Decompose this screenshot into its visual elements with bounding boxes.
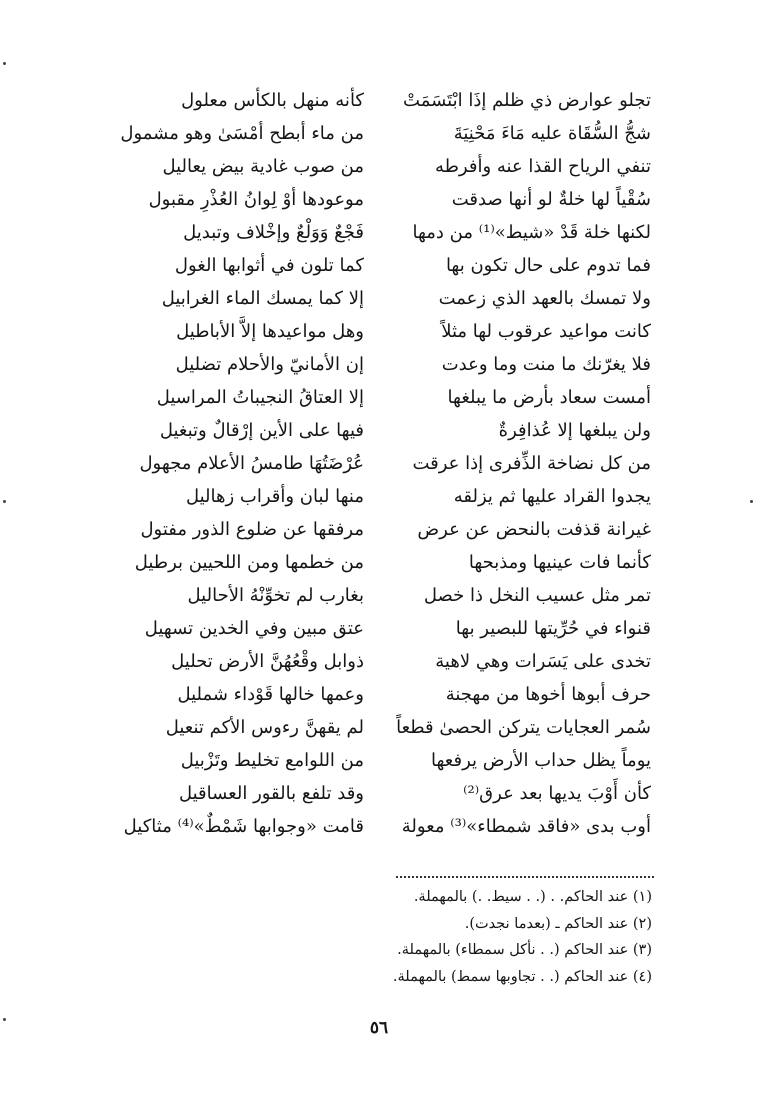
- verse-second-half: فَجْعٌ وَوَلْعٌ وإخْلاف وتبديل: [183, 222, 364, 243]
- verse-first-half: تمر مثل عسيب النخل ذا خصل: [423, 585, 651, 606]
- verse-first-half: غيرانة قذفت بالنحض عن عرض: [417, 519, 651, 540]
- verse-second-half: منها لبان وأقراب زهاليل: [185, 486, 364, 507]
- verse-first-half: يجدوا القراد عليها ثم يزلقه: [453, 486, 651, 507]
- verse-second-half: من اللوامع تخليط وتَزْبيل: [180, 750, 364, 771]
- verse-first-half: تنفي الرياح القذا عنه وأفرطه: [434, 156, 651, 177]
- poem-column-right: [396, 84, 651, 843]
- verse-second-half: وعمها خالها قَوْداء شمليل: [177, 684, 364, 705]
- footnote-item: (٢) عند الحاكم ـ (بعدما نجدت).: [464, 915, 652, 932]
- verse-second-half: عُرْضَتُهَا طامسُ الأعلام مجهول: [139, 453, 364, 474]
- poem-column-left: [96, 84, 364, 843]
- verse-second-half: فيها على الأين إرْقالٌ وتبغيل: [159, 420, 364, 441]
- verse-first-half: كانت مواعيد عرقوب لها مثلاً: [441, 321, 651, 342]
- verse-second-half: من خطمها ومن اللحيين برطيل: [134, 552, 364, 573]
- verse-second-half: وقد تلفع بالقور العساقيل: [178, 783, 364, 804]
- verse-first-half: ولا تمسك بالعهد الذي زعمت: [438, 288, 651, 309]
- verse-first-half: سُقْياً لها خلةٌ لو أنها صدقت: [451, 189, 651, 210]
- footnotes: [300, 884, 652, 990]
- verse-first-half: أوب بدى «فاقد شمطاء»⁽³⁾ معولة: [401, 816, 651, 837]
- verse-first-half: ولن يبلغها إلا عُذافِرةٌ: [498, 420, 651, 441]
- verse-second-half: كأنه منهل بالكأس معلول: [181, 90, 364, 111]
- verse-first-half: يوماً يظل حداب الأرض يرفعها: [431, 750, 651, 771]
- verse-second-half: من صوب غادية بيض يعاليل: [162, 156, 364, 177]
- footnote-item: (٤) عند الحاكم (. . تجاوبها سمط) بالمهملة.: [392, 968, 652, 985]
- verse-second-half: وهل مواعيدها إلاَّ الأباطيل: [176, 321, 364, 342]
- verse-first-half: حرف أبوها أخوها من مهجنة: [445, 684, 651, 705]
- scan-mark: [3, 500, 6, 503]
- verse-first-half: شجُّ السُّقَاة عليه مَاءَ مَحْنِيَةَ: [453, 123, 651, 144]
- verse-first-half: فلا يغرّنك ما منت وما وعدت: [441, 354, 651, 375]
- scan-mark: [750, 500, 753, 503]
- verse-second-half: بغارب لم تخوِّنْهُ الأحاليل: [187, 585, 364, 606]
- verse-first-half: كأنما فات عينيها ومذبحها: [468, 552, 651, 573]
- verse-first-half: تجلو عوارض ذي ظلم إذَا ابْتَسَمَتْ: [403, 90, 651, 111]
- scan-mark: [3, 62, 6, 65]
- verse-first-half: لكنها خلة قَدْ «شيط»⁽¹⁾ من دمها: [412, 222, 651, 243]
- footnote-item: (١) عند الحاكم. . (. . سيط. .) بالمهملة.: [413, 889, 652, 905]
- verse-second-half: مرفقها عن ضلوع الذور مفتول: [140, 519, 364, 540]
- verse-first-half: سُمر العجايات يتركن الحصىٰ قطعاً: [396, 717, 651, 738]
- verse-first-half: كأن أَوْبَ يديها بعد عرق⁽²⁾: [463, 783, 651, 804]
- verse-first-half: تخدى على يَسَرات وهي لاهية: [435, 651, 651, 672]
- footnote-item: (٣) عند الحاكم (. . نأكل سمطاء) بالمهملة.: [397, 942, 652, 958]
- page-number: ٥٦: [369, 1018, 389, 1038]
- footnote-separator: [396, 876, 654, 878]
- verse-second-half: إلا العتاقُ النجيباتُ المراسيل: [156, 387, 364, 408]
- verse-second-half: إن الأمانيّ والأحلام تضليل: [175, 354, 364, 375]
- verse-second-half: قامت «وجوابها شَمْطٌ»⁽⁴⁾ مثاكيل: [123, 816, 364, 837]
- verse-second-half: ذوابل وقْعُهُنَّ الأرض تحليل: [171, 651, 364, 672]
- verse-second-half: لم يقهنَّ رءوس الأكم تنعيل: [165, 717, 364, 738]
- verse-second-half: كما تلون في أثوابها الغول: [174, 255, 364, 276]
- verse-second-half: إلا كما يمسك الماء الغرابيل: [161, 288, 364, 309]
- verse-first-half: قنواء في حُرِّيتها للبصير بها: [455, 618, 651, 639]
- verse-second-half: من ماء أبطح أمْسَىٰ وهو مشمول: [120, 123, 364, 144]
- verse-first-half: فما تدوم على حال تكون بها: [445, 255, 651, 276]
- verse-second-half: عتق مبين وفي الخدين تسهيل: [144, 618, 364, 639]
- verse-first-half: أمست سعاد بأرض ما يبلغها: [447, 387, 651, 408]
- verse-second-half: موعودها أوْ لِوانُ العُذْرِ مقبول: [148, 189, 364, 210]
- verse-first-half: من كل نضاخة الذِّفرى إذا عرقت: [412, 453, 651, 474]
